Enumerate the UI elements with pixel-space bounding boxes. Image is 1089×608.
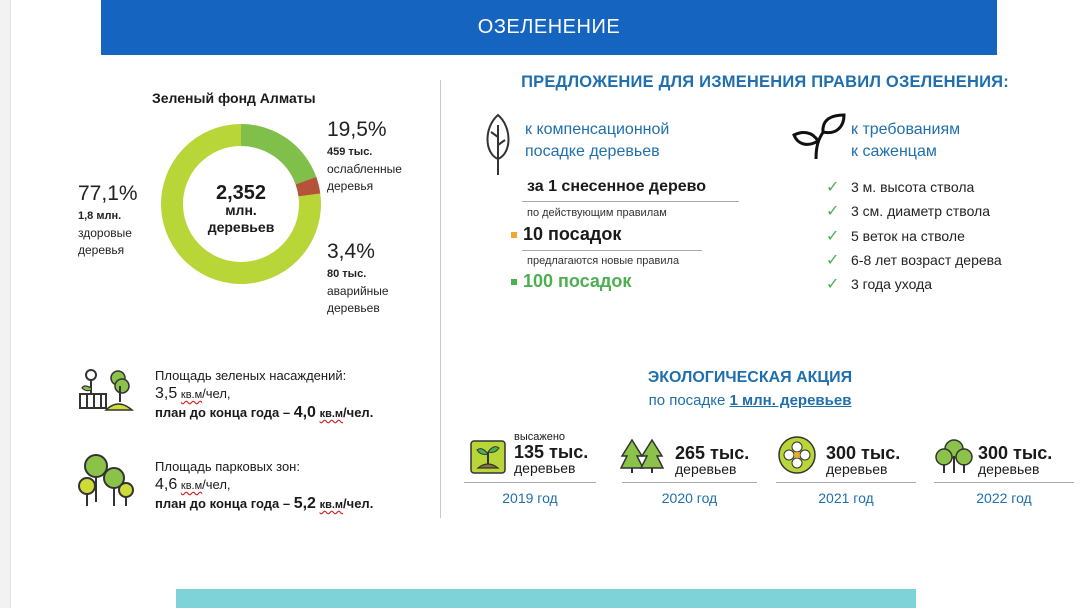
area-2-plan-unit: кв.м xyxy=(319,499,344,511)
area-1-per: /чел, xyxy=(202,386,231,401)
year-2019-label: 2019 год xyxy=(502,490,558,506)
new-rules-value-text: 100 посадок xyxy=(523,271,632,291)
page-header xyxy=(101,0,997,55)
year-2019-block xyxy=(514,431,588,476)
year-2020-unit: деревьев xyxy=(675,461,737,477)
year-2022-unit: деревьев xyxy=(978,461,1040,477)
weakened-label-1: ослабленные xyxy=(327,162,402,176)
area-2-per: /чел, xyxy=(202,477,231,492)
area-park-zones xyxy=(155,458,435,514)
area-1-title: Площадь зеленых насаждений: xyxy=(155,368,347,383)
year-2022-line xyxy=(934,482,1074,483)
weakened-count: 459 тыс. xyxy=(327,146,373,158)
year-2021-block xyxy=(826,444,900,477)
fund-title: Зеленый фонд Алматы xyxy=(152,90,316,106)
area-1-value: 3,5 xyxy=(155,385,178,402)
healthy-label-2: деревья xyxy=(78,243,125,257)
requirement-text: 3 года ухода xyxy=(851,276,933,293)
year-2021-unit: деревьев xyxy=(826,461,888,477)
page-title: ОЗЕЛЕНЕНИЕ xyxy=(477,16,621,38)
year-2020-label: 2020 год xyxy=(661,490,718,506)
saplings-heading-2: к саженцам xyxy=(851,143,937,160)
saplings-heading-1: к требованиям xyxy=(851,121,961,138)
area-2-unit: кв.м xyxy=(180,480,203,492)
area-2-value: 4,6 xyxy=(155,476,178,493)
new-rules-value xyxy=(511,271,631,292)
forest-icon xyxy=(620,438,666,474)
label-weakened xyxy=(327,118,427,195)
fund-total-unit-1: млн. xyxy=(225,202,257,218)
proposal-title: ПРЕДЛОЖЕНИЕ ДЛЯ ИЗМЕНЕНИЯ ПРАВИЛ ОЗЕЛЕНЕНИЯ: xyxy=(521,73,1009,91)
per-tree-label: за 1 снесенное дерево xyxy=(527,178,707,195)
check-icon: ✓ xyxy=(826,179,840,197)
year-2020-count: 265 тыс. xyxy=(675,443,750,463)
fund-total xyxy=(196,182,286,236)
vertical-divider xyxy=(440,80,441,518)
label-healthy xyxy=(78,182,168,259)
year-2021-line xyxy=(776,482,916,483)
sapling-requirements-list xyxy=(826,175,1002,296)
year-2021-label: 2021 год xyxy=(818,490,874,506)
check-icon: ✓ xyxy=(826,227,840,245)
area-1-unit: кв.м xyxy=(180,389,203,401)
fund-total-value: 2,352 xyxy=(215,182,267,204)
requirement-text: 6-8 лет возраст дерева xyxy=(851,252,1002,269)
area-1-plan-per: /чел. xyxy=(343,405,374,420)
area-1-plan-prefix: план до конца года – xyxy=(155,405,291,420)
year-2022-count: 300 тыс. xyxy=(978,443,1053,463)
year-2019-unit: деревьев xyxy=(514,460,576,476)
flower-badge-icon xyxy=(778,436,816,474)
list-item xyxy=(826,224,1002,248)
tree-outline-icon xyxy=(480,113,516,177)
compensation-heading xyxy=(525,119,669,163)
requirement-text: 3 см. диаметр ствола xyxy=(851,203,991,220)
area-green-plantings xyxy=(155,367,435,423)
sprout-icon xyxy=(792,113,846,161)
emergency-percent: 3,4% xyxy=(327,240,375,263)
weakened-percent: 19,5% xyxy=(327,118,387,141)
eco-subtitle-bold: 1 млн. деревьев xyxy=(729,392,852,409)
year-2019-count: 135 тыс. xyxy=(514,442,589,462)
eco-action-subtitle xyxy=(560,392,940,409)
area-2-plan-per: /чел. xyxy=(343,496,374,511)
label-emergency xyxy=(327,240,427,317)
current-rules-value-text: 10 посадок xyxy=(523,224,622,244)
flower-garden-icon xyxy=(78,366,134,416)
rule-divider-1 xyxy=(522,201,739,202)
list-item xyxy=(826,199,1002,223)
year-2022-block xyxy=(978,444,1052,477)
emergency-label-1: аварийные xyxy=(327,284,389,298)
eco-action-title: ЭКОЛОГИЧЕСКАЯ АКЦИЯ xyxy=(647,369,853,386)
current-rules-label: по действующим правилам xyxy=(527,207,667,219)
area-2-title: Площадь парковых зон: xyxy=(155,459,300,474)
current-rules-value xyxy=(511,224,621,245)
park-trees-icon xyxy=(78,452,134,510)
healthy-count: 1,8 млн. xyxy=(78,210,122,222)
orange-bullet-icon xyxy=(511,232,517,238)
requirement-text: 3 м. высота ствола xyxy=(851,179,975,196)
rule-divider-2 xyxy=(522,250,702,251)
year-2022-label: 2022 год xyxy=(976,490,1032,506)
area-1-plan-unit: кв.м xyxy=(319,408,344,420)
year-2020-block xyxy=(675,444,749,477)
list-item xyxy=(826,175,1002,199)
check-icon: ✓ xyxy=(826,252,840,270)
green-bullet-icon xyxy=(511,279,517,285)
check-icon: ✓ xyxy=(826,203,840,221)
area-2-plan-value: 5,2 xyxy=(293,495,316,512)
healthy-label-1: здоровые xyxy=(78,226,132,240)
saplings-heading xyxy=(851,119,960,163)
check-icon: ✓ xyxy=(826,276,840,294)
list-item xyxy=(826,248,1002,272)
year-2020-line xyxy=(622,482,757,483)
fund-total-unit-2: деревьев xyxy=(207,219,275,235)
new-rules-label: предлагаются новые правила xyxy=(527,255,680,267)
emergency-label-2: деревьев xyxy=(327,301,380,315)
compensation-heading-1: к компенсационной xyxy=(525,121,670,138)
area-2-plan-prefix: план до конца года – xyxy=(155,496,291,511)
eco-subtitle-prefix: по посадке xyxy=(648,392,726,409)
seedling-badge-icon xyxy=(470,440,506,474)
weakened-label-2: деревья xyxy=(327,179,374,193)
year-2021-count: 300 тыс. xyxy=(826,443,901,463)
footer-bar xyxy=(176,589,916,608)
area-1-plan-value: 4,0 xyxy=(293,404,316,421)
emergency-count: 80 тыс. xyxy=(327,268,367,280)
year-2019-pre: высажено xyxy=(514,431,566,443)
year-2019-line xyxy=(464,482,596,483)
compensation-heading-2: посадке деревьев xyxy=(525,143,660,160)
requirement-text: 5 веток на стволе xyxy=(851,227,965,244)
left-edge-strip xyxy=(0,0,11,608)
healthy-percent: 77,1% xyxy=(78,182,138,205)
list-item xyxy=(826,272,1002,296)
donut-segment-weakened xyxy=(241,124,316,184)
trees-icon xyxy=(935,438,973,474)
